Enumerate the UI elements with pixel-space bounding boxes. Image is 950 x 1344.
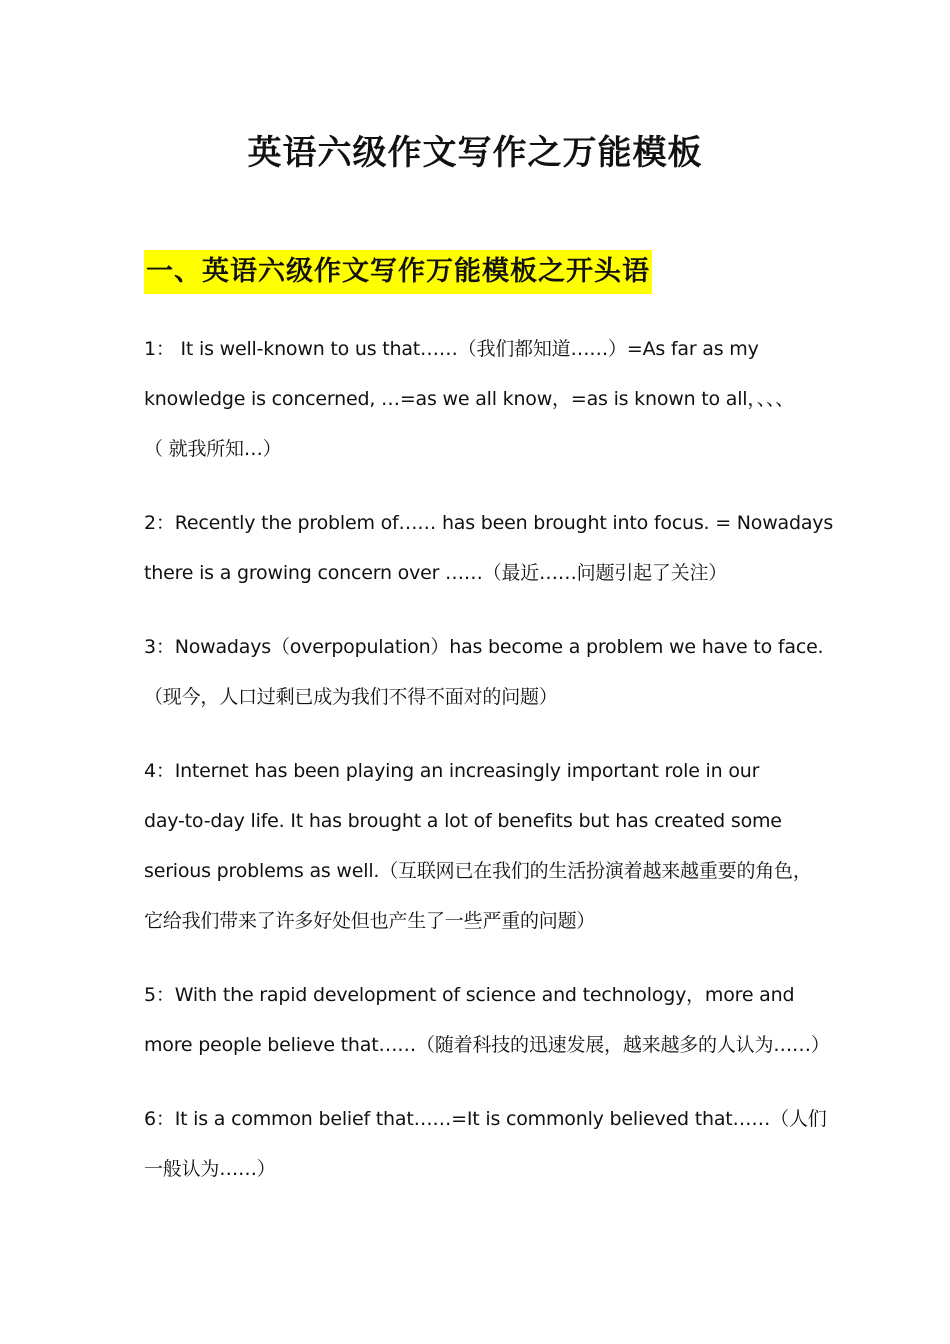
entry-line: there is a growing concern over ……（最近……问题引起了关注）	[144, 562, 728, 584]
entry-line: more people believe that……（随着科技的迅速发展，越来越多的人认为……）	[144, 1034, 830, 1056]
phrase-entry-3	[144, 622, 824, 722]
entry-line: 它给我们带来了许多好处但也产生了一些严重的问题）	[144, 910, 596, 932]
entry-line: 6：It is a common belief that……=It is commonly believed that……（人们	[144, 1108, 827, 1130]
phrase-list	[144, 324, 834, 1218]
entry-line: 一般认为……）	[144, 1158, 276, 1180]
entry-line: 4：Internet has been playing an increasingly important role in our	[144, 760, 760, 782]
phrase-entry-1	[144, 324, 816, 474]
entry-line: 2：Recently the problem of…… has been brought into focus. = Nowadays	[144, 512, 834, 534]
section-heading: 一、英语六级作文写作万能模板之开头语	[144, 250, 652, 294]
phrase-entry-6	[144, 1094, 827, 1194]
entry-line: day-to-day life. It has brought a lot of benefits but has created some	[144, 810, 782, 832]
entry-line: 3：Nowadays（overpopulation）has become a problem we have to face.	[144, 636, 824, 658]
page-title: 英语六级作文写作之万能模板	[247, 133, 703, 173]
entry-line: （现今，人口过剩已成为我们不得不面对的问题）	[144, 686, 558, 708]
entry-line: 5：With the rapid development of science and technology，more and	[144, 984, 795, 1006]
entry-line: serious problems as well.（互联网已在我们的生活扮演着越来越重要的角色，	[144, 860, 812, 882]
entry-line: （ 就我所知…）	[144, 438, 282, 460]
entry-line: 1： It is well-known to us that……（我们都知道……）=As far as my	[144, 338, 759, 360]
phrase-entry-2	[144, 498, 834, 598]
phrase-entry-5	[144, 970, 830, 1070]
entry-line: knowledge is concerned, …=as we all know，=as is known to all，、、、	[144, 388, 795, 410]
phrase-entry-4	[144, 746, 816, 946]
